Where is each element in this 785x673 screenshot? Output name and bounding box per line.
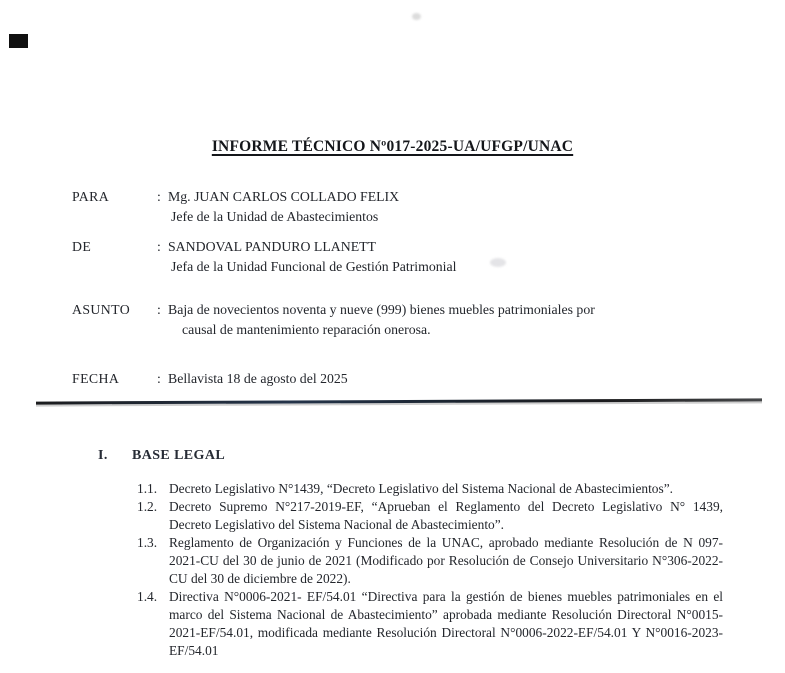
asunto-text-line1: Baja de novecientos noventa y nueve (999) bienes muebles patrimoniales por xyxy=(168,302,595,317)
asunto-text-line2: causal de mantenimiento reparación onerosa. xyxy=(182,322,431,337)
para-recipient-title: Jefe de la Unidad de Abastecimientos xyxy=(171,209,379,224)
scan-smudge-artifact xyxy=(490,258,506,267)
meta-row-para xyxy=(72,187,399,227)
legal-list-item xyxy=(137,498,723,534)
asunto-value xyxy=(168,300,595,340)
de-value xyxy=(168,237,456,277)
legal-list-item xyxy=(137,534,723,588)
document-title-text: INFORME TÉCNICO Nº017-2025-UA/UFGP/UNAC xyxy=(211,138,574,155)
legal-item-text: Directiva N°0006-2021- EF/54.01 “Directiva para la gestión de bienes muebles patrimoniales en el marco del Sistema Nacional de Abastecimiento” aprobada mediante Resolución Directoral N°0015-2021-EF/54.01, modificada mediante Resolución Directoral N°0006-2022-EF/54.01 Y N°0016-2023-EF/54.01 xyxy=(169,589,723,658)
fecha-date-text: Bellavista 18 de agosto del 2025 xyxy=(168,371,348,386)
legal-item-number: 1.1. xyxy=(137,481,158,496)
legal-item-number: 1.3. xyxy=(137,535,158,550)
meta-row-de xyxy=(72,237,456,277)
legal-list-item xyxy=(137,588,723,660)
legal-item-number: 1.2. xyxy=(137,499,158,514)
fecha-label: FECHA xyxy=(72,371,120,386)
header-divider-rule xyxy=(36,398,762,404)
scan-smudge-artifact xyxy=(412,13,421,20)
fecha-colon: : xyxy=(157,371,161,386)
section-heading-text: BASE LEGAL xyxy=(132,448,226,463)
legal-item-text: Decreto Supremo N°217-2019-EF, “Aprueban el Reglamento del Decreto Legislativo N° 1439, Decreto Legislativo del Sistema Nacional de Abastecimiento”. xyxy=(169,499,723,532)
para-recipient-name: Mg. JUAN CARLOS COLLADO FELIX xyxy=(168,189,400,204)
para-colon: : xyxy=(157,189,161,204)
section-numeral: I. xyxy=(98,448,108,463)
de-sender-name: SANDOVAL PANDURO LLANETT xyxy=(168,239,376,254)
legal-item-text: Reglamento de Organización y Funciones de la UNAC, aprobado mediante Resolución de N 097-2021-CU del 30 de junio de 2021 (Modificado por Resolución de Consejo Universitario N°306-2022-CU del 30 de diciembre de 2022). xyxy=(169,535,723,586)
meta-row-fecha xyxy=(72,369,348,389)
de-colon: : xyxy=(157,239,161,254)
para-label: PARA xyxy=(72,189,110,204)
section-heading-base-legal xyxy=(98,448,225,464)
asunto-label: ASUNTO xyxy=(72,302,131,317)
legal-list-item xyxy=(137,480,723,498)
fecha-value xyxy=(168,369,348,389)
de-sender-title: Jefa de la Unidad Funcional de Gestión Patrimonial xyxy=(171,259,457,274)
legal-item-text: Decreto Legislativo N°1439, “Decreto Legislativo del Sistema Nacional de Abastecimientos”. xyxy=(169,481,673,496)
scan-corner-artifact xyxy=(9,34,28,48)
legal-item-number: 1.4. xyxy=(137,589,158,604)
document-title xyxy=(0,138,785,156)
meta-row-asunto xyxy=(72,300,595,340)
base-legal-list xyxy=(137,480,723,660)
asunto-colon: : xyxy=(157,302,161,317)
para-value xyxy=(168,187,399,227)
de-label: DE xyxy=(72,239,92,254)
